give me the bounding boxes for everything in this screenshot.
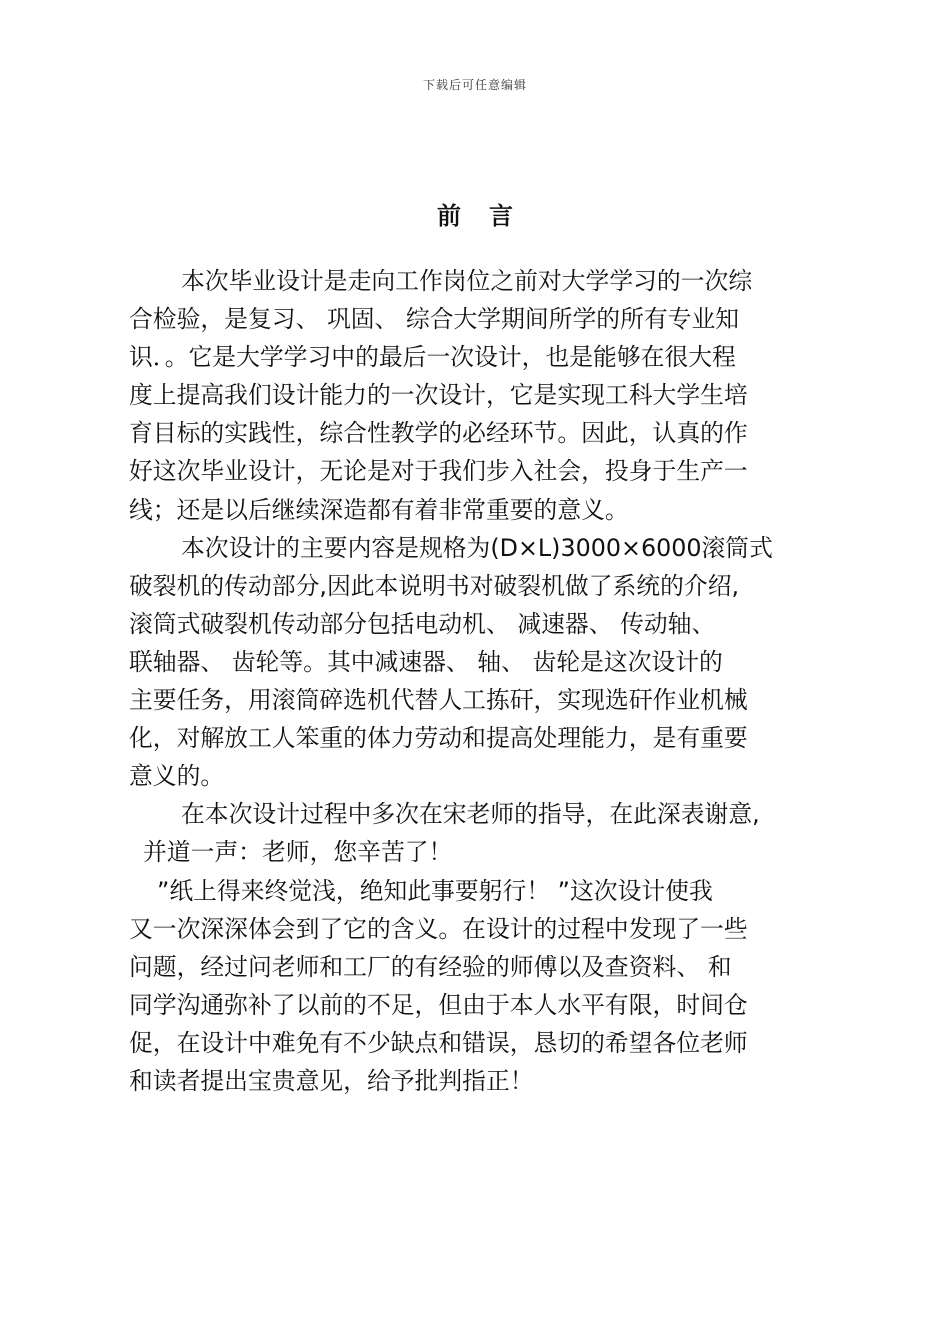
text-line: 线；还是以后继续深造都有着非常重要的意义。 — [129, 495, 629, 524]
header-note: 下载后可任意编辑 — [422, 78, 527, 92]
text-line: 同学沟通弥补了以前的不足，但由于本人水平有限，时间仓 — [129, 990, 748, 1019]
text-line: 识．。它是大学学习中的最后一次设计，也是能够在很大程 — [129, 343, 736, 372]
text-line: 又一次深深体会到了它的含义。在设计的过程中发现了一些 — [129, 914, 748, 943]
text-line: 主要任务，用滚筒碎选机代替人工拣矸，实现选矸作业机械 — [129, 686, 748, 715]
preface-body — [129, 262, 829, 1100]
text-line: 问题，经过问老师和工厂的有经验的师傅以及查资料、 和 — [129, 952, 732, 981]
text-line: 意义的。 — [129, 762, 225, 791]
text-line: 在本次设计过程中多次在宋老师的指导，在此深表谢意, — [181, 800, 760, 829]
text-line: 合检验，是复习、 巩固、 综合大学期间所学的所有专业知 — [129, 305, 740, 334]
text-line: 促，在设计中难免有不少缺点和错误，恳切的希望各位老师 — [129, 1028, 748, 1057]
text-line: 和读者提出宝贵意见，给予批判指正！ — [129, 1066, 534, 1095]
text-line: 本次设计的主要内容是规格为(D×L)3000×6000滚筒式 — [181, 533, 773, 562]
text-line: 好这次毕业设计，无论是对于我们步入社会，投身于生产一 — [129, 457, 748, 486]
text-line: 度上提高我们设计能力的一次设计，它是实现工科大学生培 — [129, 381, 748, 410]
text-line: 破裂机的传动部分,因此本说明书对破裂机做了系统的介绍, — [129, 571, 740, 600]
text-line: ”纸上得来终觉浅，绝知此事要躬行！ ”这次设计使我 — [157, 876, 713, 905]
text-line: 本次毕业设计是走向工作岗位之前对大学学习的一次综 — [181, 267, 753, 295]
text-line: 滚筒式破裂机传动部分包括电动机、 减速器、 传动轴、 — [129, 609, 716, 638]
text-line: 联轴器、 齿轮等。其中减速器、 轴、 齿轮是这次设计的 — [129, 647, 723, 676]
page-title: 前言 — [437, 202, 541, 230]
text-line: 育目标的实践性，综合性教学的必经环节。因此，认真的作 — [129, 419, 748, 448]
text-line: 并道一声：老师，您辛苦了！ — [143, 838, 453, 867]
text-line: 化，对解放工人笨重的体力劳动和提高处理能力，是有重要 — [129, 724, 748, 753]
